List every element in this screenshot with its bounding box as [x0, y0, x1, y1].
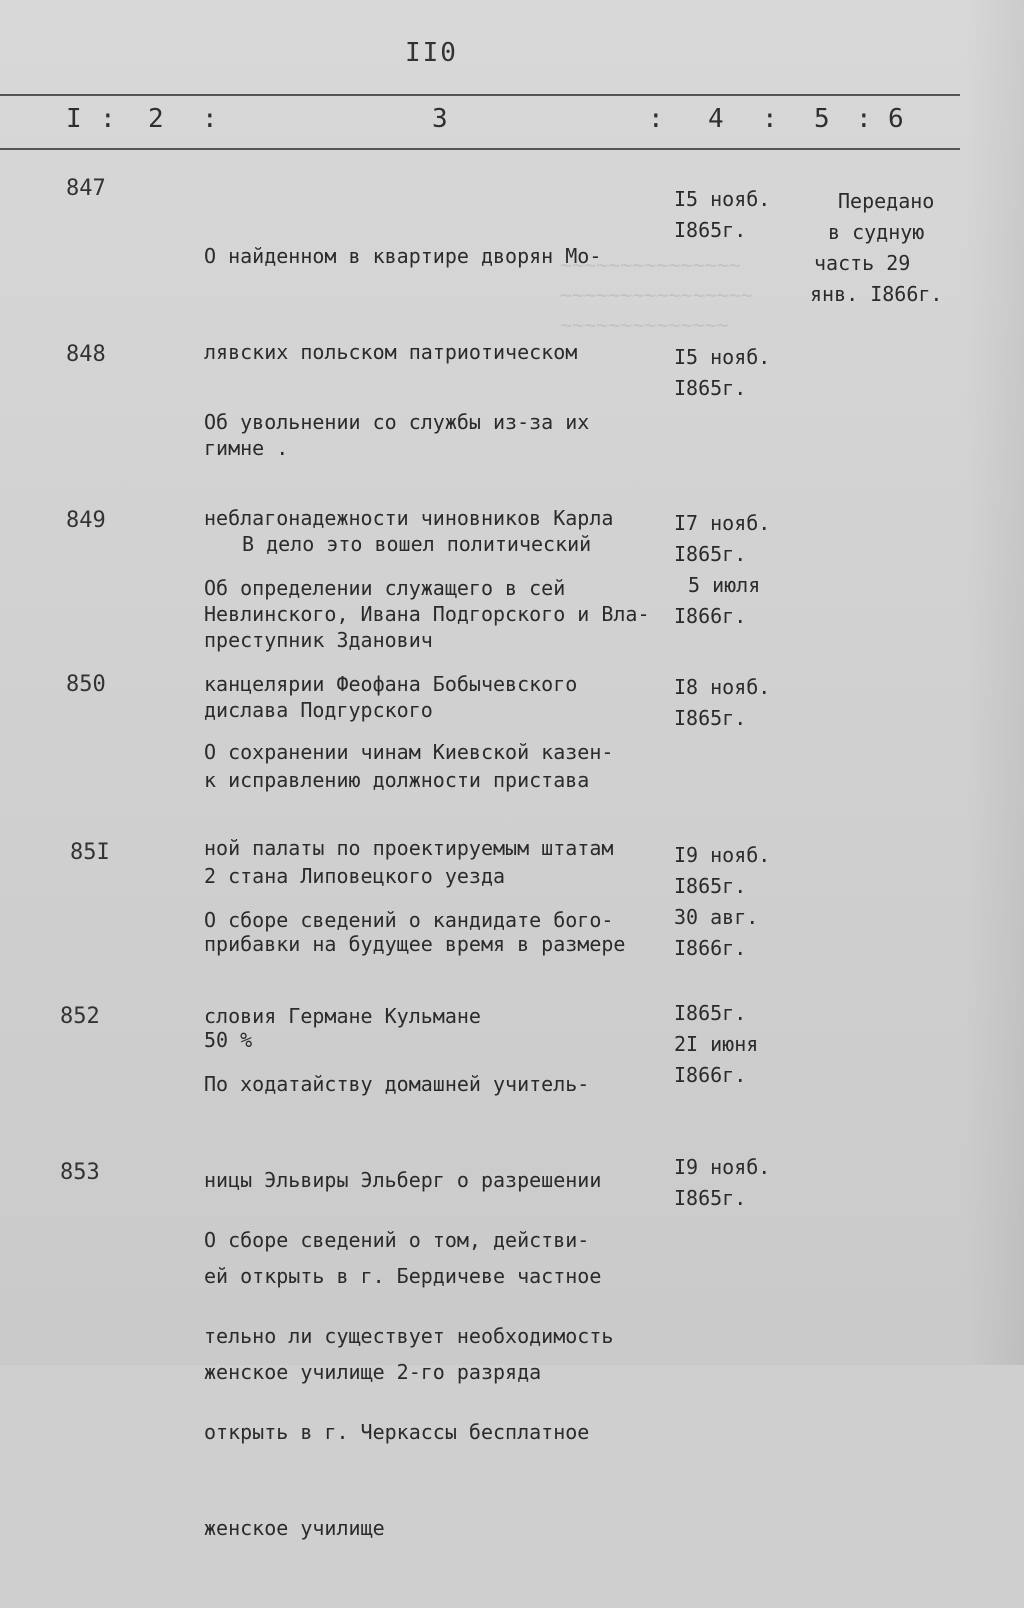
title-line: ной палаты по проектируемым штатам [204, 836, 614, 860]
entry-title [204, 1160, 684, 1608]
entry-number: 852 [60, 1004, 100, 1029]
date-line: I9 нояб. [674, 1155, 771, 1179]
entry-number: 85I [70, 840, 110, 865]
entry-dates [674, 508, 784, 632]
column-separator: : [100, 104, 116, 134]
entry-number: 847 [66, 176, 106, 201]
title-line: лявских польском патриотическом [204, 340, 578, 364]
title-line: гимне . [204, 436, 289, 460]
entry-number: 848 [66, 342, 106, 367]
title-line: О найденном в квартире дворян Мо- [204, 244, 602, 268]
column-separator: : [648, 104, 664, 134]
title-line: женское училище [204, 1516, 385, 1540]
date-line: I865г. [674, 376, 747, 400]
title-line: дислава Подгурского [204, 698, 433, 722]
entry-dates [674, 840, 784, 964]
title-line: 2 стана Липовецкого уезда [204, 864, 506, 888]
title-line: к исправлению должности пристава [204, 768, 590, 792]
date-line: I5 нояб. [674, 187, 771, 211]
page-number: II0 [405, 38, 458, 68]
date-line: I9 нояб. [674, 843, 771, 867]
date-line: I866г. [674, 936, 747, 960]
column-separator: : [762, 104, 778, 134]
title-line: канцелярии Феофана Бобычевского [204, 672, 578, 696]
bleed-through-text: ~~~~~~~~~~~~~~~ ~~~~~~~~~~~~~~~~ ~~~~~~~~~~~~~~ [560, 253, 753, 337]
column-header-3: 3 [432, 104, 448, 134]
title-line: открыть в г. Черкассы бесплатное [204, 1420, 590, 1444]
column-header-4: 4 [708, 104, 724, 134]
title-line: ницы Эльвиры Эльберг о разрешении [204, 1168, 602, 1192]
title-line: тельно ли существует необходимость [204, 1324, 614, 1348]
title-line: женское училище 2-го разряда [204, 1360, 542, 1384]
entry-dates [674, 672, 784, 734]
date-line: I8 нояб. [674, 675, 771, 699]
date-line: 5 июля [688, 573, 761, 597]
date-line: I7 нояб. [674, 511, 771, 535]
entry-dates [674, 342, 784, 404]
title-line: прибавки на будущее время в размере [204, 932, 626, 956]
header-rule-bottom [0, 148, 960, 150]
title-line: В дело это вошел политический [242, 532, 592, 556]
date-line: I866г. [674, 1063, 747, 1087]
title-line: ей открыть в г. Бердичеве частное [204, 1264, 602, 1288]
date-line: I865г. [674, 874, 747, 898]
date-line: 2I июня [674, 1032, 759, 1056]
title-line: О сборе сведений о том, действи- [204, 1228, 590, 1252]
date-line: I865г. [674, 218, 747, 242]
entry-note [810, 186, 960, 310]
title-line: О сохранении чинам Киевской казен- [204, 740, 614, 764]
column-header-6: 6 [888, 104, 904, 134]
date-line: I865г. [674, 706, 747, 730]
entry-dates [674, 1152, 784, 1214]
column-header-2: 2 [148, 104, 164, 134]
title-line: О сборе сведений о кандидате бого- [204, 908, 614, 932]
date-line: I866г. [674, 604, 747, 628]
note-line: часть 29 [814, 251, 911, 275]
entry-dates [674, 998, 784, 1091]
title-line: неблагонадежности чиновников Карла [204, 506, 614, 530]
entry-dates [674, 184, 784, 246]
column-separator: : [856, 104, 872, 134]
note-line: Передано [838, 189, 935, 213]
note-line: янв. I866г. [810, 282, 943, 306]
note-line: в судную [828, 220, 925, 244]
title-line: Невлинского, Ивана Подгорского и Вла- [204, 602, 650, 626]
title-line: По ходатайству домашней учитель- [204, 1072, 590, 1096]
entry-number: 850 [66, 672, 106, 697]
entry-number: 853 [60, 1160, 100, 1185]
header-rule-top [0, 94, 960, 96]
page-edge-shadow [964, 0, 1024, 1365]
title-line: словия Германе Кульмане [204, 1004, 481, 1028]
date-line: I865г. [674, 542, 747, 566]
date-line: I865г. [674, 1186, 747, 1210]
date-line: 30 авг. [674, 905, 759, 929]
title-line: 50 % [204, 1028, 253, 1052]
column-separator: : [202, 104, 218, 134]
title-line: преступник Зданович [204, 628, 433, 652]
title-line: Об определении служащего в сей [204, 576, 566, 600]
title-line: Об увольнении со службы из-за их [204, 410, 590, 434]
column-header-5: 5 [814, 104, 830, 134]
entry-number: 849 [66, 508, 106, 533]
column-header-1: I [66, 104, 82, 134]
date-line: I5 нояб. [674, 345, 771, 369]
date-line: I865г. [674, 1001, 747, 1025]
